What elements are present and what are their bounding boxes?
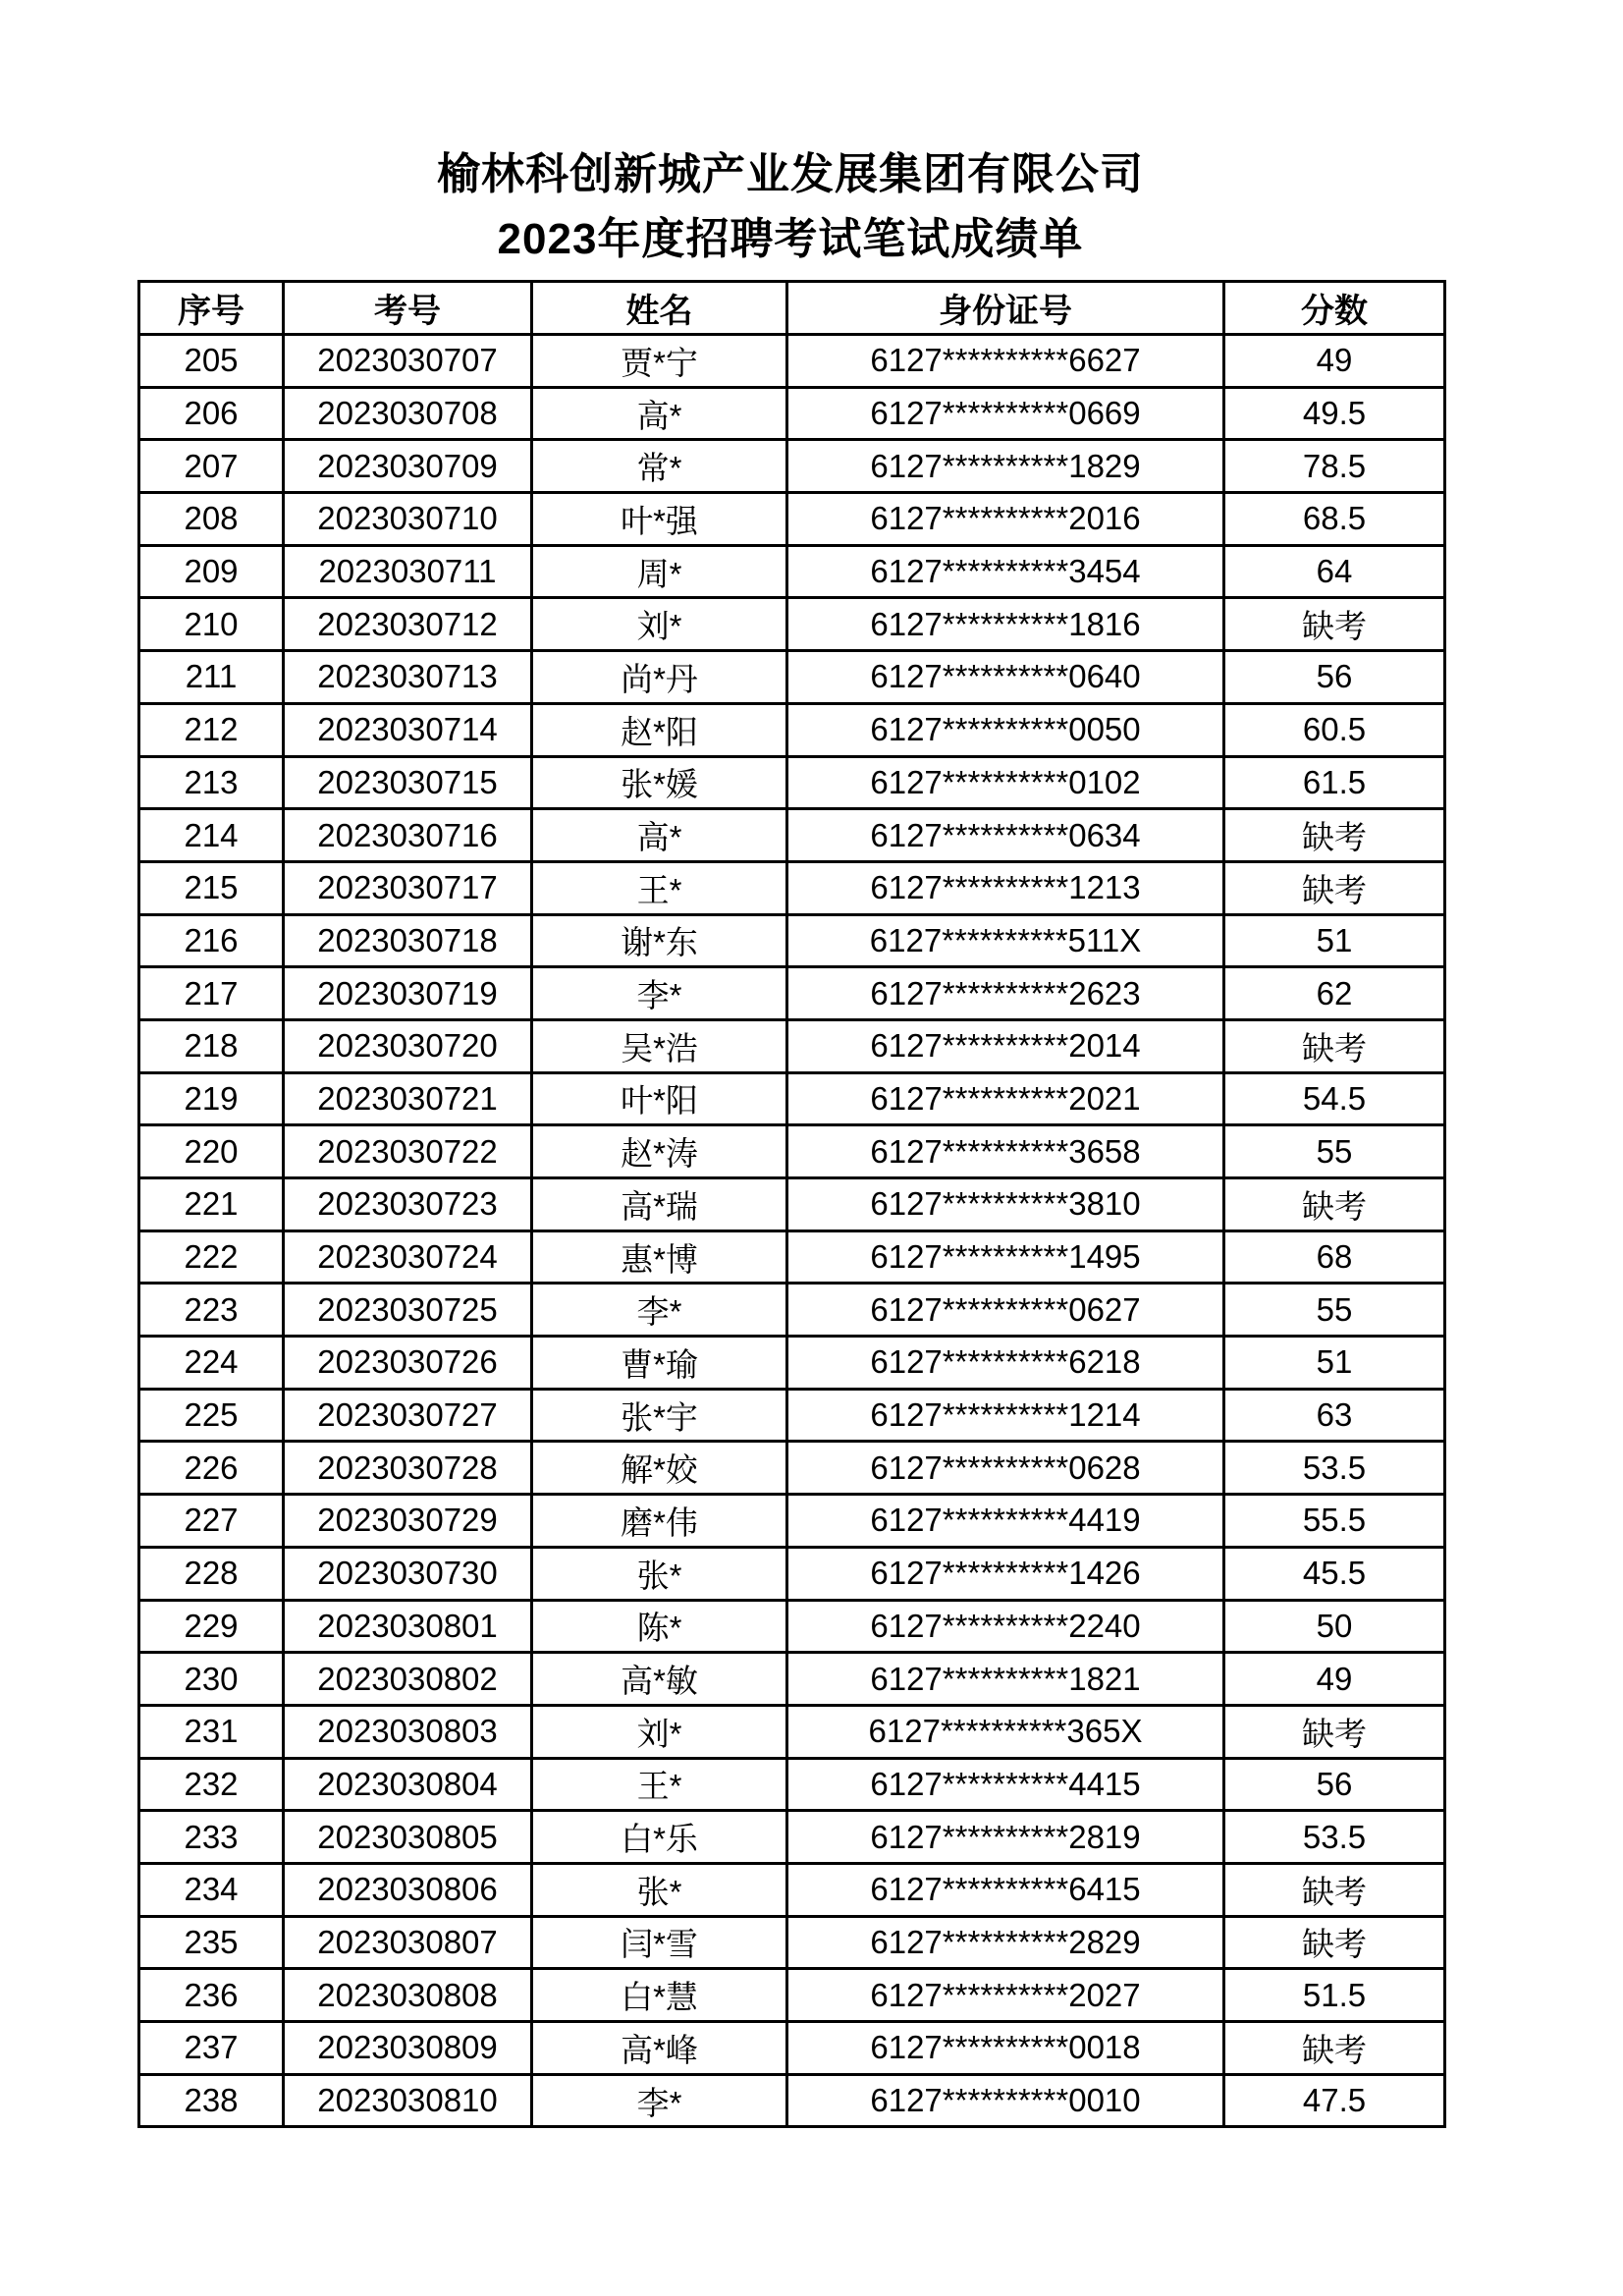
cell-score: 缺考 [1224,1916,1445,1969]
table-row [139,703,1445,756]
cell-index: 213 [139,756,284,809]
table-row [139,1442,1445,1495]
cell-name: 李* [532,1284,787,1337]
cell-index: 222 [139,1230,284,1284]
cell-exam-number: 2023030804 [284,1758,532,1811]
table-row [139,651,1445,704]
cell-score: 45.5 [1224,1547,1445,1600]
cell-index: 223 [139,1284,284,1337]
cell-name: 白*乐 [532,1811,787,1864]
cell-id-number: 6127**********1213 [787,861,1224,914]
cell-name: 解*姣 [532,1442,787,1495]
cell-name: 高* [532,809,787,862]
table-row [139,1758,1445,1811]
cell-id-number: 6127**********0018 [787,2022,1224,2075]
cell-score: 55 [1224,1125,1445,1178]
cell-name: 张* [532,1547,787,1600]
cell-score: 51 [1224,914,1445,967]
cell-score: 54.5 [1224,1072,1445,1125]
table-row [139,1284,1445,1337]
cell-name: 张*宇 [532,1389,787,1442]
cell-index: 231 [139,1705,284,1758]
cell-score: 78.5 [1224,440,1445,493]
cell-score: 64 [1224,545,1445,598]
cell-index: 225 [139,1389,284,1442]
cell-name: 谢*东 [532,914,787,967]
cell-score: 55 [1224,1284,1445,1337]
table-row [139,861,1445,914]
cell-exam-number: 2023030726 [284,1337,532,1390]
cell-exam-number: 2023030713 [284,651,532,704]
cell-exam-number: 2023030709 [284,440,532,493]
cell-score: 51.5 [1224,1969,1445,2022]
cell-id-number: 6127**********0050 [787,703,1224,756]
cell-score: 47.5 [1224,2074,1445,2127]
cell-exam-number: 2023030721 [284,1072,532,1125]
cell-name: 陈* [532,1600,787,1653]
cell-score: 60.5 [1224,703,1445,756]
cell-exam-number: 2023030809 [284,2022,532,2075]
cell-index: 221 [139,1178,284,1231]
cell-score: 68 [1224,1230,1445,1284]
cell-exam-number: 2023030805 [284,1811,532,1864]
cell-id-number: 6127**********0628 [787,1442,1224,1495]
cell-id-number: 6127**********2016 [787,493,1224,546]
cell-id-number: 6127**********1214 [787,1389,1224,1442]
cell-name: 张* [532,1863,787,1916]
cell-id-number: 6127**********2014 [787,1019,1224,1072]
cell-score: 50 [1224,1600,1445,1653]
table-row [139,387,1445,440]
cell-exam-number: 2023030730 [284,1547,532,1600]
cell-name: 曹*瑜 [532,1337,787,1390]
cell-exam-number: 2023030711 [284,545,532,598]
cell-id-number: 6127**********0634 [787,809,1224,862]
cell-name: 刘* [532,1705,787,1758]
cell-name: 磨*伟 [532,1495,787,1548]
cell-index: 230 [139,1653,284,1706]
table-row [139,1495,1445,1548]
cell-index: 224 [139,1337,284,1390]
cell-score: 49 [1224,1653,1445,1706]
table-row [139,1969,1445,2022]
cell-name: 尚*丹 [532,651,787,704]
cell-name: 闫*雪 [532,1916,787,1969]
cell-score: 缺考 [1224,1178,1445,1231]
cell-name: 王* [532,1758,787,1811]
cell-name: 吴*浩 [532,1019,787,1072]
cell-index: 233 [139,1811,284,1864]
cell-score: 49.5 [1224,387,1445,440]
cell-id-number: 6127**********6218 [787,1337,1224,1390]
cell-exam-number: 2023030720 [284,1019,532,1072]
cell-id-number: 6127**********6627 [787,335,1224,388]
table-row [139,1019,1445,1072]
cell-index: 237 [139,2022,284,2075]
cell-score: 缺考 [1224,1863,1445,1916]
cell-exam-number: 2023030725 [284,1284,532,1337]
cell-exam-number: 2023030810 [284,2074,532,2127]
cell-exam-number: 2023030803 [284,1705,532,1758]
cell-exam-number: 2023030716 [284,809,532,862]
cell-score: 49 [1224,335,1445,388]
cell-id-number: 6127**********0627 [787,1284,1224,1337]
cell-index: 234 [139,1863,284,1916]
cell-index: 215 [139,861,284,914]
cell-name: 白*慧 [532,1969,787,2022]
cell-exam-number: 2023030806 [284,1863,532,1916]
table-row [139,335,1445,388]
table-row [139,1230,1445,1284]
scores-table [137,280,1446,2128]
cell-index: 228 [139,1547,284,1600]
cell-exam-number: 2023030724 [284,1230,532,1284]
table-row [139,1863,1445,1916]
cell-name: 张*媛 [532,756,787,809]
cell-exam-number: 2023030712 [284,598,532,651]
cell-name: 高*敏 [532,1653,787,1706]
column-header: 身份证号 [787,282,1224,335]
cell-exam-number: 2023030807 [284,1916,532,1969]
cell-exam-number: 2023030715 [284,756,532,809]
cell-name: 叶*强 [532,493,787,546]
cell-score: 63 [1224,1389,1445,1442]
cell-index: 235 [139,1916,284,1969]
table-row [139,967,1445,1020]
table-row [139,545,1445,598]
cell-index: 205 [139,335,284,388]
cell-id-number: 6127**********2027 [787,1969,1224,2022]
doc-title: 榆林科创新城产业发展集团有限公司 [437,150,1144,198]
cell-exam-number: 2023030717 [284,861,532,914]
cell-exam-number: 2023030723 [284,1178,532,1231]
table-row [139,2022,1445,2075]
cell-name: 高*瑞 [532,1178,787,1231]
cell-id-number: 6127**********1821 [787,1653,1224,1706]
cell-id-number: 6127**********6415 [787,1863,1224,1916]
table-row [139,1705,1445,1758]
cell-exam-number: 2023030714 [284,703,532,756]
cell-name: 周* [532,545,787,598]
table-row [139,440,1445,493]
cell-id-number: 6127**********2829 [787,1916,1224,1969]
cell-index: 232 [139,1758,284,1811]
cell-id-number: 6127**********3454 [787,545,1224,598]
table-row [139,1389,1445,1442]
cell-name: 高*峰 [532,2022,787,2075]
cell-id-number: 6127**********365X [787,1705,1224,1758]
cell-exam-number: 2023030722 [284,1125,532,1178]
column-header: 考号 [284,282,532,335]
cell-index: 212 [139,703,284,756]
table-row [139,914,1445,967]
cell-score: 51 [1224,1337,1445,1390]
cell-name: 贾*宁 [532,335,787,388]
table-row [139,493,1445,546]
cell-exam-number: 2023030719 [284,967,532,1020]
cell-index: 236 [139,1969,284,2022]
cell-id-number: 6127**********2240 [787,1600,1224,1653]
table-row [139,1811,1445,1864]
cell-exam-number: 2023030808 [284,1969,532,2022]
cell-id-number: 6127**********511X [787,914,1224,967]
cell-index: 219 [139,1072,284,1125]
cell-id-number: 6127**********0102 [787,756,1224,809]
table-row [139,2074,1445,2127]
table-row [139,1547,1445,1600]
cell-index: 229 [139,1600,284,1653]
cell-id-number: 6127**********1816 [787,598,1224,651]
cell-id-number: 6127**********3810 [787,1178,1224,1231]
table-header-row [139,282,1445,335]
cell-index: 217 [139,967,284,1020]
cell-name: 常* [532,440,787,493]
cell-index: 207 [139,440,284,493]
cell-name: 赵*涛 [532,1125,787,1178]
doc-subtitle: 2023年度招聘考试笔试成绩单 [497,215,1084,263]
cell-name: 李* [532,967,787,1020]
table-row [139,1125,1445,1178]
cell-name: 惠*博 [532,1230,787,1284]
cell-index: 209 [139,545,284,598]
cell-score: 56 [1224,651,1445,704]
cell-index: 216 [139,914,284,967]
cell-index: 206 [139,387,284,440]
cell-exam-number: 2023030708 [284,387,532,440]
cell-index: 210 [139,598,284,651]
cell-index: 208 [139,493,284,546]
cell-exam-number: 2023030718 [284,914,532,967]
column-header: 分数 [1224,282,1445,335]
cell-score: 缺考 [1224,1705,1445,1758]
cell-score: 53.5 [1224,1811,1445,1864]
cell-name: 叶*阳 [532,1072,787,1125]
document [137,150,1443,2128]
cell-score: 缺考 [1224,809,1445,862]
cell-index: 220 [139,1125,284,1178]
cell-index: 214 [139,809,284,862]
cell-id-number: 6127**********2623 [787,967,1224,1020]
cell-index: 211 [139,651,284,704]
cell-name: 高* [532,387,787,440]
table-row [139,1072,1445,1125]
cell-score: 缺考 [1224,861,1445,914]
cell-id-number: 6127**********1829 [787,440,1224,493]
table-row [139,1916,1445,1969]
table-row [139,1600,1445,1653]
table-body [139,335,1445,2127]
cell-score: 61.5 [1224,756,1445,809]
cell-score: 56 [1224,1758,1445,1811]
cell-id-number: 6127**********0669 [787,387,1224,440]
cell-id-number: 6127**********2819 [787,1811,1224,1864]
cell-score: 53.5 [1224,1442,1445,1495]
cell-score: 55.5 [1224,1495,1445,1548]
cell-id-number: 6127**********4415 [787,1758,1224,1811]
cell-exam-number: 2023030729 [284,1495,532,1548]
cell-exam-number: 2023030802 [284,1653,532,1706]
cell-name: 赵*阳 [532,703,787,756]
cell-score: 缺考 [1224,2022,1445,2075]
cell-exam-number: 2023030728 [284,1442,532,1495]
cell-index: 218 [139,1019,284,1072]
cell-index: 227 [139,1495,284,1548]
cell-index: 226 [139,1442,284,1495]
cell-name: 李* [532,2074,787,2127]
cell-id-number: 6127**********2021 [787,1072,1224,1125]
cell-exam-number: 2023030727 [284,1389,532,1442]
cell-id-number: 6127**********3658 [787,1125,1224,1178]
cell-index: 238 [139,2074,284,2127]
cell-name: 王* [532,861,787,914]
table-row [139,1653,1445,1706]
table-row [139,1178,1445,1231]
cell-id-number: 6127**********0010 [787,2074,1224,2127]
column-header: 序号 [139,282,284,335]
cell-name: 刘* [532,598,787,651]
cell-exam-number: 2023030710 [284,493,532,546]
cell-exam-number: 2023030801 [284,1600,532,1653]
cell-exam-number: 2023030707 [284,335,532,388]
table-row [139,1337,1445,1390]
cell-id-number: 6127**********1426 [787,1547,1224,1600]
table-row [139,809,1445,862]
cell-score: 缺考 [1224,1019,1445,1072]
table-row [139,756,1445,809]
column-header: 姓名 [532,282,787,335]
cell-id-number: 6127**********4419 [787,1495,1224,1548]
table-row [139,598,1445,651]
cell-id-number: 6127**********0640 [787,651,1224,704]
cell-score: 68.5 [1224,493,1445,546]
cell-score: 缺考 [1224,598,1445,651]
cell-score: 62 [1224,967,1445,1020]
cell-id-number: 6127**********1495 [787,1230,1224,1284]
